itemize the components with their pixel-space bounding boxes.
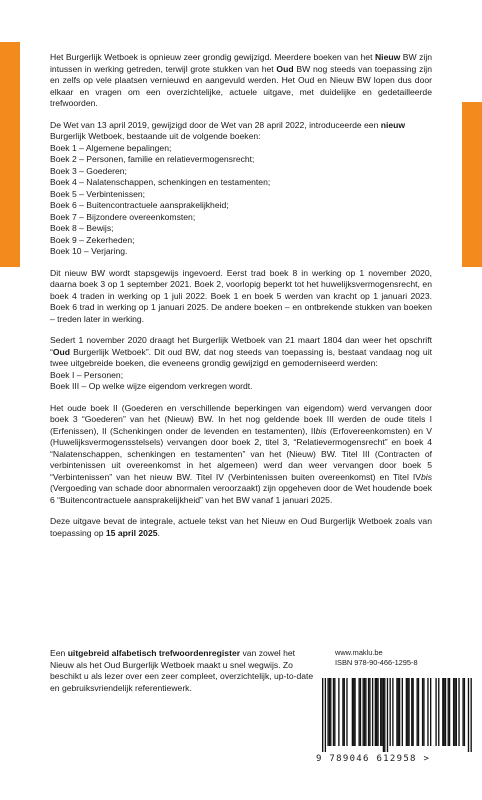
- text-run: Oud: [52, 346, 71, 357]
- old-books-list: [50, 370, 432, 393]
- barcode-bar: [396, 678, 397, 746]
- barcode-bar: [368, 678, 369, 746]
- list-item: Boek 3 – Goederen;: [50, 165, 127, 176]
- barcode-bar: [462, 678, 463, 746]
- barcode-bar: [346, 678, 347, 746]
- text-run: van zowel het Nieuw als het Oud Burgerlijk Wetboek maakt u snel wegwijs. Zo beschikt u als lezer over een zeer compleet, overzichtelijk, up-to-date en gebruiksvriendelijk referentiewerk.: [50, 648, 314, 693]
- text-run: Een: [50, 648, 68, 658]
- text-run: Burgerlijk Wetboek, bestaande uit de volgende boeken:: [50, 131, 261, 141]
- publisher-meta: [335, 648, 475, 668]
- barcode-bar: [408, 678, 409, 746]
- barcode-bar: [427, 678, 428, 746]
- barcode-bar: [360, 678, 361, 746]
- text-run: Dit nieuw BW wordt stapsgewijs ingevoerd. Eerst trad boek 8 in werking op 1 november 2020, daarna boek 3 op 1 september 2021. Boek 2, voorlopig beperkt tot het huwelijksvermogensrecht, en boek 4 traden in werking op 1 juli 2022. Boek 1 en boek 5 werden van kracht op 1 januari 2023. Boek 6 trad in werking op 1 januari 2025. De andere boeken – en ontbrekende stukken van boeken – treden later in werking.: [50, 267, 432, 324]
- barcode-bar: [342, 678, 343, 746]
- barcode-bar: [444, 678, 445, 746]
- barcode-bar: [363, 678, 364, 746]
- barcode-bar: [398, 678, 399, 746]
- text-run: Deze uitgave bevat de integrale, actuele tekst van het Nieuw en Oud Burgerlijk Wetboek zoals van toepassing op: [50, 516, 432, 538]
- edition-paragraph: [50, 516, 432, 539]
- barcode-bar: [334, 678, 335, 746]
- text-run: Sedert 1 november 2020 draagt het Burgerlijk Wetboek van 21 maart 1804 dan weer het opschrift “: [50, 335, 432, 357]
- barcode-bar: [430, 678, 431, 746]
- barcode-bar: [369, 678, 370, 746]
- list-item: Boek 4 – Nalatenschappen, schenkingen en testamenten;: [50, 177, 271, 187]
- list-item: Boek 6 – Buitencontractuele aansprakelijkheid;: [50, 200, 229, 210]
- text-run: Oud: [276, 63, 294, 74]
- barcode-bar: [454, 678, 455, 746]
- barcode-bar: [399, 678, 400, 746]
- old-bw-paragraph: [50, 335, 432, 370]
- barcode-bar: [468, 678, 469, 752]
- barcode-graphic: [316, 678, 476, 752]
- list-item: Boek 2 – Personen, familie en relatievermogensrecht;: [50, 154, 255, 164]
- intro-paragraph: [50, 52, 432, 110]
- barcode-bar: [377, 678, 378, 746]
- orange-accent-bar-right: [462, 102, 482, 267]
- barcode-bar: [412, 678, 413, 746]
- barcode-bar: [338, 678, 339, 746]
- barcode-bar: [381, 678, 382, 746]
- index-promo-text: [50, 648, 320, 694]
- barcode-bar: [390, 678, 391, 746]
- text-run: BW nog steeds van toepassing zijn en zelfs op vele plaatsen vernieuwd en aangevuld werden. Het Oud en Nieuw BW lopen dus door elkaar en vragen om een overzichtelijke, actuele uitgave, met duidelijke en gedetailleerde trefwoorden.: [50, 63, 432, 108]
- text-run: Burgerlijk Wetboek”. Dit oud BW, dat nog steeds van toepassing is, bestaat vandaag nog uit twee uitgebreide boeken, die eveneens grondig gewijzigd en gemoderniseerd werden:: [50, 346, 432, 368]
- barcode-digits: 9 789046 612958 >: [316, 754, 431, 764]
- barcode-bar: [407, 678, 408, 746]
- barcode-bar: [423, 678, 424, 746]
- barcode-bar: [365, 678, 366, 746]
- list-item: Boek I – Personen;: [50, 369, 124, 380]
- back-cover-text: [50, 52, 432, 549]
- text-run: De Wet van 13 april 2019, gewijzigd door de Wet van 28 april 2022, introduceerde een: [50, 119, 381, 130]
- isbn-text: ISBN 978-90-466-1295-8: [335, 658, 418, 667]
- barcode-bar: [411, 678, 412, 746]
- list-item: Boek 5 – Verbintenissen;: [50, 188, 146, 199]
- barcode-bar: [383, 678, 384, 752]
- text-run: bis: [421, 471, 432, 482]
- back-cover-footer: [50, 648, 432, 768]
- orange-accent-bar-left: [0, 42, 20, 267]
- text-run: (Vergoeding van schade door abnormalen veroorzaakt) zijn opgeheven door de Wet houdende boek 6 “Buitencontractuele aansprakelijkheid” van het BW vanaf 1 januari 2025.: [50, 483, 432, 505]
- list-item: Boek III – Op welke wijze eigendom verkregen wordt.: [50, 381, 253, 391]
- barcode-bar: [402, 678, 403, 746]
- barcode-bar: [358, 678, 359, 746]
- barcode-bar: [458, 678, 459, 746]
- text-run: BW zijn intussen in werking getreden, terwijl grote stukken van het: [50, 52, 433, 74]
- text-run: nieuw: [380, 119, 406, 130]
- text-run: bis: [315, 425, 327, 436]
- barcode-bar: [387, 678, 388, 752]
- barcode-bar: [464, 678, 465, 746]
- list-item: Boek 10 – Verjaring.: [50, 246, 128, 256]
- isbn-barcode: [316, 678, 476, 768]
- barcode-bar: [442, 678, 443, 746]
- barcode-bar: [330, 678, 331, 746]
- replacements-paragraph: [50, 403, 432, 507]
- barcode-bar: [375, 678, 376, 746]
- barcode-bar: [354, 678, 355, 746]
- barcode-bar: [449, 678, 450, 746]
- text-run: 15 april 2025: [105, 527, 158, 538]
- barcode-bar: [364, 678, 365, 746]
- barcode-bar: [376, 678, 377, 746]
- new-books-list: [50, 143, 432, 258]
- barcode-bar: [435, 678, 436, 746]
- barcode-bar: [418, 678, 419, 746]
- list-item: Boek 7 – Bijzondere overeenkomsten;: [50, 211, 196, 222]
- text-run: Nieuw: [374, 52, 401, 62]
- barcode-bar: [372, 678, 373, 746]
- barcode-bar: [417, 678, 418, 746]
- new-bw-paragraph: [50, 120, 432, 143]
- barcode-bar: [406, 678, 407, 746]
- text-run: uitgebreid alfabetisch trefwoordenregister: [67, 648, 241, 658]
- list-item: Boek 8 – Bewijs;: [50, 223, 114, 233]
- barcode-bar: [327, 678, 328, 746]
- barcode-bar: [448, 678, 449, 746]
- barcode-bar: [422, 678, 423, 746]
- barcode-bar: [380, 678, 381, 746]
- barcode-bar: [392, 678, 393, 746]
- barcode-bar: [322, 678, 323, 752]
- publisher-url[interactable]: www.maklu.be: [335, 648, 383, 657]
- barcode-bar: [344, 678, 345, 746]
- barcode-bar: [438, 678, 439, 746]
- text-run: .: [157, 527, 160, 538]
- barcode-bar: [329, 678, 330, 746]
- barcode-bar: [456, 678, 457, 746]
- list-item: Boek 1 – Algemene bepalingen;: [50, 142, 172, 153]
- barcode-bar: [471, 678, 472, 752]
- text-run: Het oude boek II (Goederen en verschillende beperkingen van eigendom) werd vervangen door boek 3 “Goederen” van het (Nieuw) BW. In het nog geldende boek III werden de oude titels I (Erfenissen), II (Schenkingen onder de levenden en testamenten), II: [50, 402, 432, 436]
- barcode-bar: [333, 678, 334, 746]
- barcode-bar: [353, 678, 354, 746]
- barcode-bar: [352, 678, 353, 746]
- rollout-paragraph: [50, 268, 432, 326]
- barcode-bar: [384, 678, 385, 752]
- barcode-bar: [325, 678, 326, 752]
- barcode-bar: [453, 678, 454, 746]
- text-run: (Erfovereenkomsten) en V (Huwelijksvermogensstelsels) vervangen door boek 2, titel 3, “Relatievermogensrecht” en boek 4 “Nalatenschappen, schenkingen en testamenten” van het (Nieuw) BW. Titel III (Contracten of verbintenissen uit overeenkomst in het algemeen) werd dan weer vervangen door boek 5 “Verbintenissen” van het nieuw BW. Titel IV (Verbintenissen buiten overeenkomst) en Titel IV: [50, 425, 432, 482]
- list-item: Boek 9 – Zekerheden;: [50, 234, 135, 245]
- text-run: Het Burgerlijk Wetboek is opnieuw zeer grondig gewijzigd. Meerdere boeken van het: [50, 52, 375, 62]
- barcode-bar: [445, 678, 446, 746]
